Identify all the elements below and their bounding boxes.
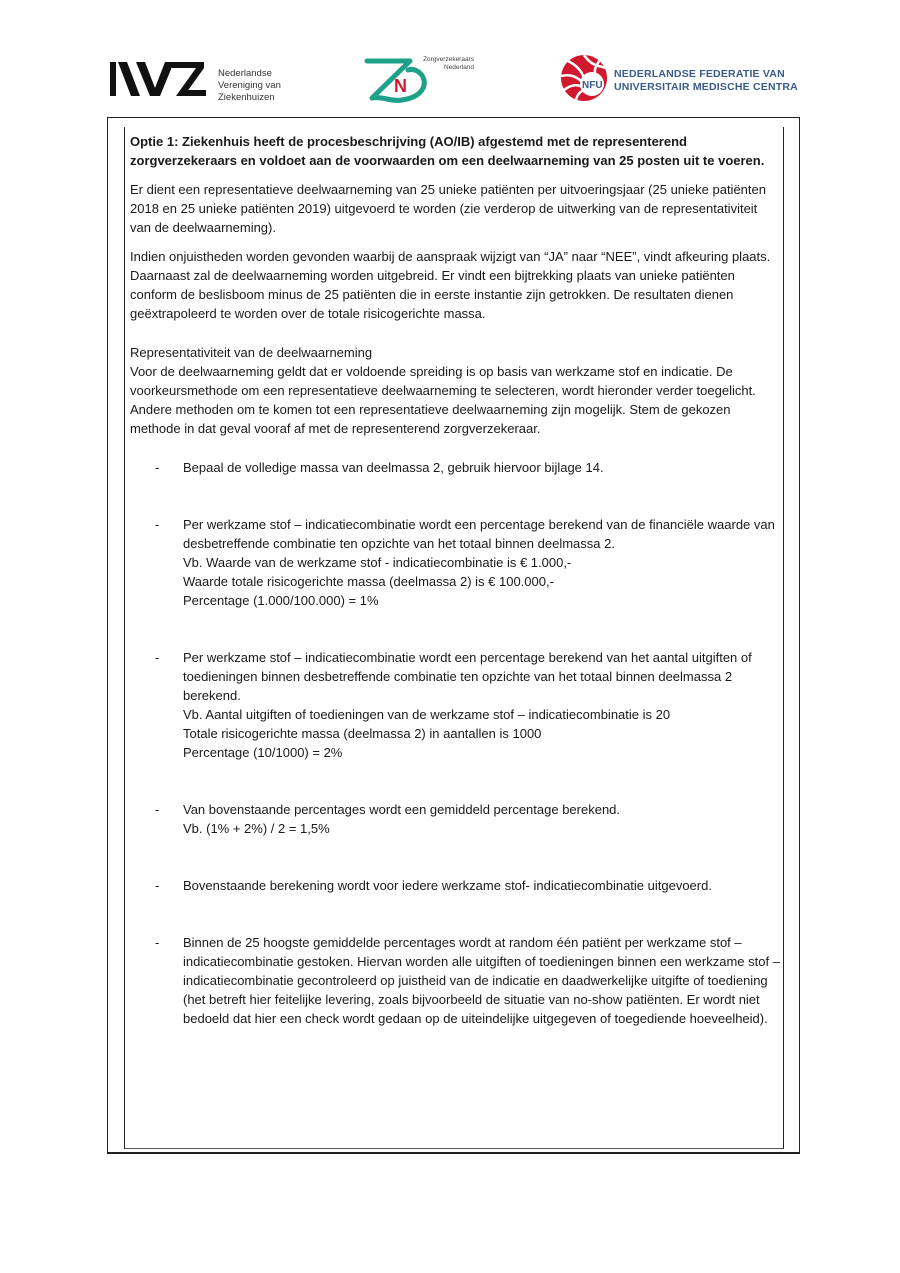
nvz-line-3: Ziekenhuizen xyxy=(218,92,275,103)
list-item xyxy=(130,876,780,895)
nvz-logo-text xyxy=(218,68,281,104)
dash-bullet-icon: - xyxy=(155,517,160,532)
list-item xyxy=(130,648,780,762)
list-item-line: Percentage (10/1000) = 2% xyxy=(183,745,343,760)
list-item-line: Van bovenstaande percentages wordt een gemiddeld percentage berekend. xyxy=(183,802,621,817)
zn-line-2: Nederland xyxy=(444,64,474,71)
list-item-line: Binnen de 25 hoogste gemiddelde percentages wordt at random één patiënt per werkzame stof – indicatiecombinatie gestoken. Hiervan worden alle uitgiften of toedieningen binnen een werkzame stof – indicatiecombinatie gecontroleerd op juistheid van de indicatie en daadwerkelijke uitgifte of toediening (het betreft hier feitelijke levering, zoals bijvoorbeeld de situatie van no-show patiënten. Er wordt niet bedoeld dat hier een check wordt gedaan op de uiteindelijke uitgegeven of toegediende hoeveelheid). xyxy=(183,935,780,1026)
zn-logo-text xyxy=(414,56,474,72)
list-item-line: Vb. Aantal uitgiften of toedieningen van de werkzame stof – indicatiecombinatie is 20 xyxy=(183,707,671,722)
list-item xyxy=(130,515,780,610)
svg-text:N: N xyxy=(394,76,407,96)
dash-bullet-icon: - xyxy=(155,460,160,475)
list-item-line: Waarde totale risicogerichte massa (deelmassa 2) is € 100.000,- xyxy=(183,574,554,589)
list-item-line: Totale risicogerichte massa (deelmassa 2) in aantallen is 1000 xyxy=(183,726,542,741)
section-paragraph: Voor de deelwaarneming geldt dat er voldoende spreiding is op basis van werkzame stof en indicatie. De voorkeursmethode om een representatieve deelwaarneming te selecteren, wordt hieronder verder toegelicht. Andere methoden om te komen tot een representatieve deelwaarneming zijn mogelijk. Stem de gekozen methode in dat geval vooraf af met de representerend zorgverzekeraar. xyxy=(130,364,756,436)
list-item-line: Vb. (1% + 2%) / 2 = 1,5% xyxy=(183,821,330,836)
nfu-logo xyxy=(560,54,800,104)
list-item-line: Per werkzame stof – indicatiecombinatie wordt een percentage berekend van het aantal uitgiften of toedieningen binnen desbetreffende combinatie ten opzichte van het totaal binnen deelmassa 2 berekend. xyxy=(183,650,752,703)
nvz-line-2: Vereniging van xyxy=(218,80,281,91)
nfu-line-1: NEDERLANDSE FEDERATIE VAN xyxy=(614,68,785,80)
nfu-line-2: UNIVERSITAIR MEDISCHE CENTRA xyxy=(614,81,798,93)
nvz-line-1: Nederlandse xyxy=(218,68,272,79)
nfu-logo-mark-icon xyxy=(560,54,608,102)
option-heading: Optie 1: Ziekenhuis heeft de procesbeschrijving (AO/IB) afgestemd met de representerend zorgverzekeraars en voldoet aan de voorwaarden om een deelwaarneming van 25 posten uit te voeren. xyxy=(130,134,765,168)
list-item-line: Per werkzame stof – indicatiecombinatie wordt een percentage berekend van de financiële waarde van desbetreffende combinatie ten opzichte van het totaal binnen deelmassa 2. xyxy=(183,517,775,551)
document-body xyxy=(130,132,780,1066)
procedure-list xyxy=(130,458,780,1028)
list-item xyxy=(130,933,780,1028)
dash-bullet-icon: - xyxy=(155,878,160,893)
list-item-line: Percentage (1.000/100.000) = 1% xyxy=(183,593,379,608)
nvz-logo xyxy=(110,58,290,102)
page-header xyxy=(0,48,900,118)
nvz-logo-mark-icon xyxy=(110,62,206,96)
section-title: Representativiteit van de deelwaarneming xyxy=(130,345,373,360)
paragraph-1: Er dient een representatieve deelwaarneming van 25 unieke patiënten per uitvoeringsjaar (25 unieke patiënten 2018 en 25 unieke patiënten 2019) uitgevoerd te worden (zie verderop de uitwerking van de representativiteit van de deelwaarneming). xyxy=(130,182,766,235)
list-item xyxy=(130,800,780,838)
list-item-line: Vb. Waarde van de werkzame stof - indicatiecombinatie is € 1.000,- xyxy=(183,555,572,570)
dash-bullet-icon: - xyxy=(155,935,160,950)
list-item-line: Bovenstaande berekening wordt voor iedere werkzame stof- indicatiecombinatie uitgevoerd. xyxy=(183,878,712,893)
dash-bullet-icon: - xyxy=(155,650,160,665)
nfu-logo-text xyxy=(614,68,798,94)
zn-logo xyxy=(362,56,492,108)
dash-bullet-icon: - xyxy=(155,802,160,817)
paragraph-2: Indien onjuistheden worden gevonden waarbij de aanspraak wijzigt van “JA” naar “NEE”, vindt afkeuring plaats. Daarnaast zal de deelwaarneming worden uitgebreid. Er vindt een bijtrekking plaats van unieke patiënten conform de beslisboom minus de 25 patiënten die in eerste instantie zijn getrokken. De resultaten dienen geëxtrapoleerd te worden over de totale risicogerichte massa. xyxy=(130,249,771,321)
svg-text:NFU: NFU xyxy=(582,80,603,91)
zn-line-1: Zorgverzekeraars xyxy=(423,56,474,63)
list-item-line: Bepaal de volledige massa van deelmassa 2, gebruik hiervoor bijlage 14. xyxy=(183,460,604,475)
list-item xyxy=(130,458,780,477)
